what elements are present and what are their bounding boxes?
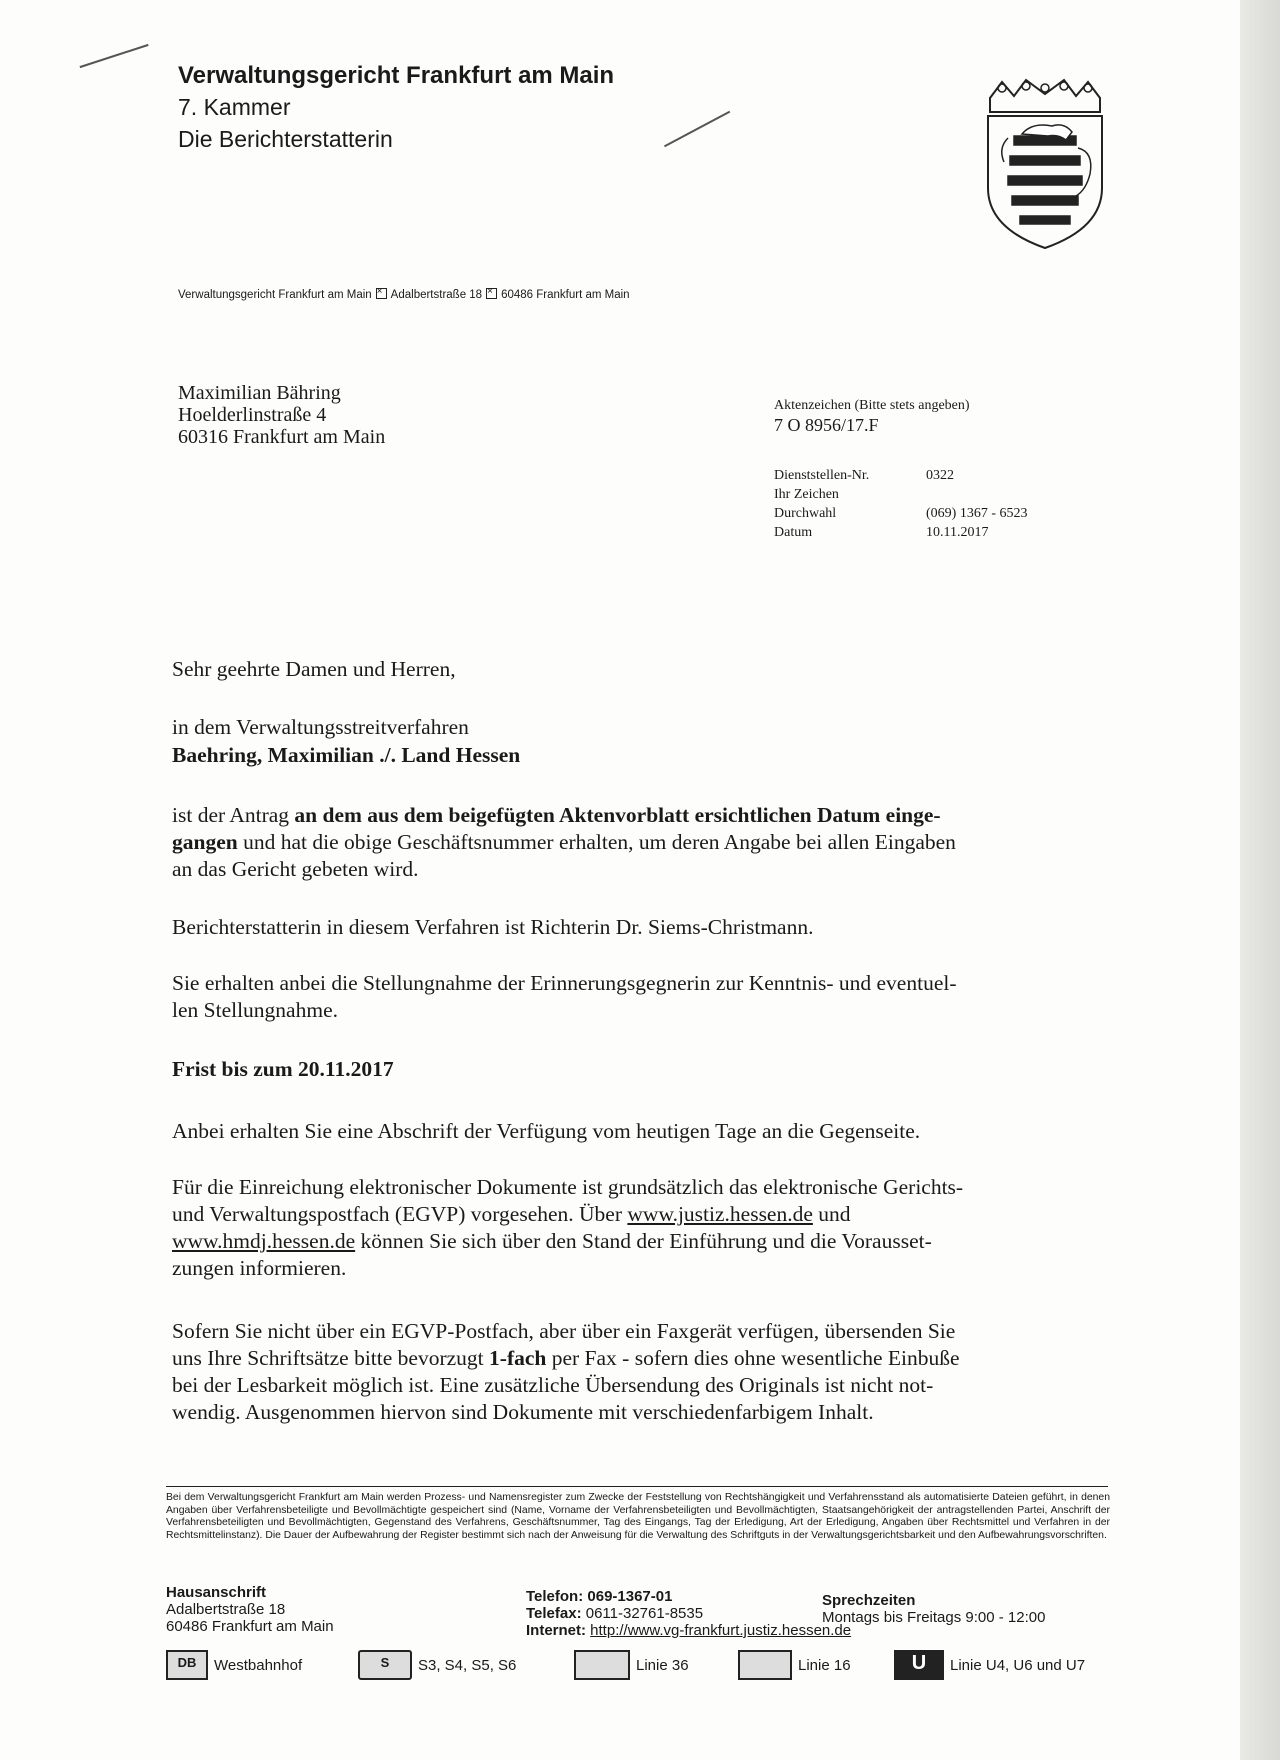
text-span: an dem aus dem beigefügten Aktenvorblatt ersichtlichen Datum einge- bbox=[294, 803, 941, 827]
address-line: Adalbertstraße 18 bbox=[166, 1601, 286, 1618]
meta-key: Datum bbox=[774, 525, 813, 540]
return-address-court: Verwaltungsgericht Frankfurt am Main bbox=[178, 289, 372, 301]
separator-box-icon bbox=[486, 288, 497, 299]
text-span: gangen bbox=[172, 830, 238, 854]
transit-label: Linie 36 bbox=[636, 1656, 689, 1674]
footer-address bbox=[166, 1584, 334, 1635]
paragraph-receipt bbox=[172, 802, 1092, 883]
register-disclaimer: Bei dem Verwaltungsgericht Frankfurt am Main werden Prozess- und Namensregister zum Zwecke der Feststellung von Rechtshängigkeit und Verfahrensstand als automatisierte Dateien geführt, in denen Angaben über Verfahrensbeteiligte und Bevollmächtigte gespeichert sind (Name, Vorname der Verfahrensbeteiligten und Bevollmächtigten, Staatsangehörigkeit der antragstellenden Partei, Anschrift der Verfahrensbeteiligten und Bevollmächtigten, Gegenstand des Verfahrens, Geschäftsnummer, Tag des Eingangs, Tag der Erledigung, Art der Erledigung, Angaben über Rechtsmittel und Verfahren in der Rechtsmittelinstanz). Die Dauer der Aufbewahrung der Register bestimmt sich nach der Anweisung für die Verwaltung des Schriftguts in der Verwaltungsgerichtsbarkeit und den Aufbewahrungsvorschriften. bbox=[166, 1492, 1110, 1541]
hmdj-link[interactable]: www.hmdj.hessen.de bbox=[172, 1229, 356, 1253]
internet-label: Internet: bbox=[526, 1622, 586, 1639]
paragraph-statement bbox=[172, 970, 1092, 1024]
hours-heading: Sprechzeiten bbox=[822, 1592, 916, 1609]
transit-label: Linie 16 bbox=[798, 1656, 851, 1674]
text-span: Für die Einreichung elektronischer Dokumente ist grundsätzlich das elektronische Gerichts- bbox=[172, 1175, 964, 1199]
hessen-coat-of-arms-icon bbox=[982, 78, 1108, 250]
transit-label: Linie U4, U6 und U7 bbox=[950, 1656, 1086, 1674]
reference-label: Aktenzeichen (Bitte stets angeben) bbox=[774, 398, 970, 413]
separator-box-icon bbox=[376, 288, 387, 299]
transit-label: Westbahnhof bbox=[214, 1656, 303, 1674]
fax-label: Telefax: bbox=[526, 1605, 582, 1622]
text-span: Sofern Sie nicht über ein EGVP-Postfach, aber über ein Faxgerät verfügen, übersenden Sie bbox=[172, 1319, 956, 1343]
tram-icon bbox=[738, 1650, 792, 1680]
db-logo-icon: DB bbox=[166, 1650, 208, 1680]
text-span: 1-fach bbox=[489, 1346, 547, 1370]
text-span: wendig. Ausgenommen hiervon sind Dokumente mit verschiedenfarbigem Inhalt. bbox=[172, 1400, 874, 1424]
meta-table bbox=[774, 466, 1028, 542]
paragraph-judge: Berichterstatterin in diesem Verfahren ist Richterin Dr. Siems-Christmann. bbox=[172, 915, 814, 939]
paragraph-copy: Anbei erhalten Sie eine Abschrift der Verfügung vom heutigen Tage an die Gegenseite. bbox=[172, 1119, 921, 1143]
recipient-address bbox=[178, 382, 385, 448]
hours-value: Montags bis Freitags 9:00 - 12:00 bbox=[822, 1609, 1046, 1626]
text-span: Sie erhalten anbei die Stellungnahme der Erinnerungsgegnerin zur Kenntnis- und eventuel- bbox=[172, 971, 957, 995]
text-span: und hat die obige Geschäftsnummer erhalten, um deren Angabe bei allen Eingaben bbox=[237, 830, 956, 854]
footer-contact bbox=[526, 1588, 851, 1639]
sbahn-icon: S bbox=[358, 1650, 412, 1680]
text-span: len Stellungnahme. bbox=[172, 998, 338, 1022]
deadline: Frist bis zum 20.11.2017 bbox=[172, 1057, 394, 1081]
text-span: können Sie sich über den Stand der Einführung und die Vorausset- bbox=[355, 1229, 932, 1253]
meta-row bbox=[774, 466, 1028, 485]
text-span: und Verwaltungspostfach (EGVP) vorgesehen. Über bbox=[172, 1202, 628, 1226]
transit-ubahn bbox=[894, 1650, 1085, 1680]
court-name: Verwaltungsgericht Frankfurt am Main bbox=[178, 62, 615, 89]
return-address-street: Adalbertstraße 18 bbox=[390, 289, 483, 301]
transit-sbahn bbox=[358, 1650, 516, 1680]
meta-key: Durchwahl bbox=[774, 506, 837, 521]
meta-key: Ihr Zeichen bbox=[774, 487, 839, 502]
website-link[interactable]: http://www.vg-frankfurt.justiz.hessen.de bbox=[590, 1622, 852, 1639]
transit-db bbox=[166, 1650, 302, 1680]
footer-divider bbox=[166, 1486, 1108, 1487]
text-span: und bbox=[812, 1202, 851, 1226]
ubahn-icon: U bbox=[894, 1650, 944, 1680]
paragraph-fax bbox=[172, 1318, 1092, 1426]
case-parties: Baehring, Maximilian ./. Land Hessen bbox=[172, 743, 521, 767]
footer-hours bbox=[822, 1592, 1045, 1626]
meta-value: (069) 1367 - 6523 bbox=[926, 506, 1028, 521]
text-span: zungen informieren. bbox=[172, 1256, 347, 1280]
role: Die Berichterstatterin bbox=[178, 126, 393, 152]
reference-number: 7 O 8956/17.F bbox=[774, 415, 879, 435]
text-span: per Fax - sofern dies ohne wesentliche Einbuße bbox=[546, 1346, 960, 1370]
meta-key: Dienststellen-Nr. bbox=[774, 468, 870, 483]
address-line: 60486 Frankfurt am Main bbox=[166, 1618, 334, 1635]
text-span: an das Gericht gebeten wird. bbox=[172, 857, 419, 881]
chamber: 7. Kammer bbox=[178, 94, 291, 120]
phone: Telefon: 069-1367-01 bbox=[526, 1588, 673, 1605]
bus-icon bbox=[574, 1650, 630, 1680]
return-address bbox=[178, 288, 630, 301]
meta-value: 10.11.2017 bbox=[926, 525, 989, 540]
transit-bus bbox=[574, 1650, 689, 1680]
transit-label: S3, S4, S5, S6 bbox=[418, 1656, 517, 1674]
address-heading: Hausanschrift bbox=[166, 1584, 267, 1601]
recipient-city: 60316 Frankfurt am Main bbox=[178, 426, 386, 448]
meta-row bbox=[774, 523, 1028, 542]
justiz-link[interactable]: www.justiz.hessen.de bbox=[627, 1202, 813, 1226]
recipient-street: Hoelderlinstraße 4 bbox=[178, 404, 327, 426]
text-span: bei der Lesbarkeit möglich ist. Eine zusätzliche Übersendung des Originals ist nicht not- bbox=[172, 1373, 934, 1397]
meta-row bbox=[774, 485, 1028, 504]
meta-row bbox=[774, 504, 1028, 523]
meta-value: 0322 bbox=[926, 468, 954, 483]
transit-tram bbox=[738, 1650, 851, 1680]
intro-line: in dem Verwaltungsstreitverfahren bbox=[172, 715, 469, 739]
text-span: uns Ihre Schriftsätze bitte bevorzugt bbox=[172, 1346, 490, 1370]
recipient-name: Maximilian Bähring bbox=[178, 382, 341, 404]
paragraph-egvp bbox=[172, 1174, 1092, 1282]
fax-value: 0611-32761-8535 bbox=[585, 1605, 704, 1622]
salutation: Sehr geehrte Damen und Herren, bbox=[172, 657, 456, 681]
page-edge bbox=[1240, 0, 1280, 1760]
text-span: ist der Antrag bbox=[172, 803, 295, 827]
return-address-city: 60486 Frankfurt am Main bbox=[501, 289, 630, 301]
